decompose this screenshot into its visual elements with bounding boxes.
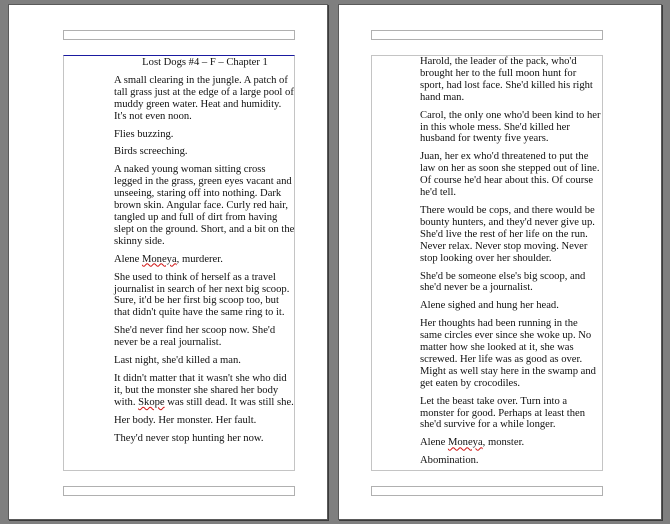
paragraph: Carol, the only one who'd been kind to her in this whole mess. She'd killed her husband for twenty five years. <box>420 109 601 145</box>
paragraph: Juan, her ex who'd threatened to put the law on her as soon she stepped out of line. Of course he'd hear about this. Of course he'd tell. <box>420 151 600 199</box>
header-area[interactable] <box>371 30 603 40</box>
misspelled-word[interactable]: Skope <box>138 396 165 408</box>
text-run: Alene <box>114 253 142 265</box>
misspelled-word[interactable]: Moneya <box>447 437 483 449</box>
page-content <box>420 56 602 473</box>
text-run: , monster. <box>482 437 525 449</box>
text-run: , murderer. <box>176 253 223 265</box>
paragraph <box>114 254 296 266</box>
paragraph: She used to think of herself as a travel journalist in search of her next big scoop. Sure, it'd be her first big scoop too, but that didn't quite have the same ring to it. <box>114 271 290 319</box>
paragraph: Flies buzzing. <box>114 128 174 140</box>
page-content <box>114 56 296 450</box>
paragraph: Her thoughts had been running in the same circles ever since she woke up. No matter how she looked at it, she was screwed. Her life was as good as over. Might as well stay here in the swamp and get eaten by crocodiles. <box>420 318 596 389</box>
text-run: was still dead. It was still she. <box>164 396 294 408</box>
document-page-left <box>8 4 328 520</box>
footer-area[interactable] <box>371 486 603 496</box>
paragraph: She'd never find her scoop now. She'd never be a real journalist. <box>114 325 276 349</box>
paragraph: There would be cops, and there would be bounty hunters, and they'd never give up. She'd live the rest of her life on the run. Never relax. Never stop moving. Never stop looking over her shoulder. <box>420 204 595 264</box>
paragraph: Alene sighed and hung her head. <box>420 300 559 312</box>
paragraph <box>420 437 602 449</box>
paragraph: Let the beast take over. Turn into a monster for good. Perhaps at least then she'd survive for a while longer. <box>420 395 586 431</box>
paragraph: Abomination. <box>420 455 479 467</box>
paragraph: Her body. Her monster. Her fault. <box>114 414 257 426</box>
text-run: It didn't matter that it wasn't she who did it, but the monster she shared her body with. <box>114 372 287 408</box>
paragraph: Last night, she'd killed a man. <box>114 355 241 367</box>
footer-area[interactable] <box>63 486 295 496</box>
document-page-right <box>338 4 662 520</box>
paragraph: She'd be someone else's big scoop, and she'd never be a journalist. <box>420 270 586 294</box>
text-area[interactable] <box>371 55 603 471</box>
paragraph <box>114 373 296 409</box>
header-area[interactable] <box>63 30 295 40</box>
text-run: Alene <box>420 437 448 449</box>
chapter-heading: Lost Dogs #4 – F – Chapter 1 <box>142 57 268 68</box>
misspelled-word[interactable]: Moneya <box>141 253 177 265</box>
paragraph: They'd never stop hunting her now. <box>114 432 264 444</box>
paragraph: Harold, the leader of the pack, who'd brought her to the full moon hunt for sport, had lost face. She'd killed his right hand man. <box>420 56 593 103</box>
paragraph: A naked young woman sitting cross legged in the grass, green eyes vacant and unseeing, staring off into nothing. Dark brown skin. Angular face. Curly red hair, tangled up and full of dirt from having slept on the ground. Short, and a bit on the skinny side. <box>114 164 295 247</box>
paragraph: A small clearing in the jungle. A patch of tall grass just at the edge of a large pool of muddy green water. Heat and humidity. It's not even noon. <box>114 74 294 122</box>
paragraph: Birds screeching. <box>114 146 188 158</box>
text-area[interactable] <box>63 55 295 471</box>
